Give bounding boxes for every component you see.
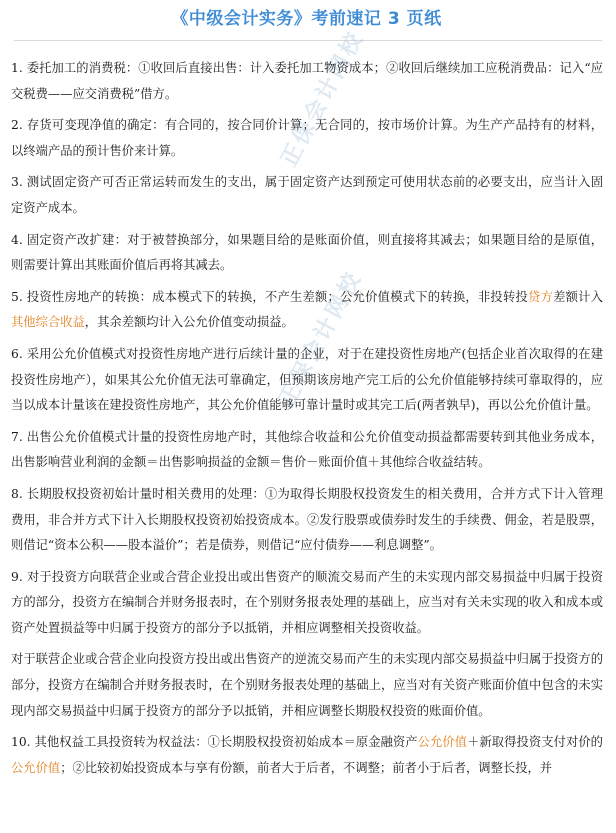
paragraph-6 [11, 342, 603, 419]
paragraph-7 [11, 425, 603, 476]
paragraph-text: 6. 采用公允价值模式对投资性房地产进行后续计量的企业，对于在建投资性房地产(包括企业首次取得的在建投资性房地产），如果其公允价值无法可靠确定，但预期该房地产完工后的公允价值能够持续可靠取得的，应当以成本计量该在建投资性房地产，其公允价值能够可靠计量时或其完工后(两者孰早)，再以公允价值计量。 [11, 346, 603, 413]
paragraph-text: 7. 出售公允价值模式计量的投资性房地产时，其他综合收益和公允价值变动损益都需要转到其他业务成本，出售影响营业利润的金额＝出售影响损益的金额＝售价－账面价值＋其他综合收益结转。 [11, 429, 603, 470]
page-title: 《中级会计实务》考前速记 3 页纸 [171, 9, 442, 29]
paragraph-text: 对于联营企业或合营企业向投资方投出或出售资产的逆流交易而产生的未实现内部交易损益中归属于投资方的部分，投资方在编制合并财务报表时，在个别财务报表处理的基础上，应当对有关资产账面价值中包含的未实现内部交易损益中归属于投资方的部分予以抵销，并相应调整长期股权投资的账面价值。 [11, 652, 603, 718]
paragraph-5 [11, 285, 603, 336]
highlighted-term: 公允价值 [417, 735, 468, 750]
paragraph-3 [11, 170, 603, 221]
paragraph-text: 9. 对于投资方向联营企业或合营企业投出或出售资产的顺流交易而产生的未实现内部交易损益中归属于投资方的部分，投资方在编制合并财务报表时，在个别财务报表处理的基础上，应当对有关未实现的收入和成本或资产处置损益等中归属于投资方的部分予以抵销，并相应调整相关投资收益。 [11, 569, 603, 635]
paragraph-text: ＋新取得投资支付对价的 [467, 735, 603, 750]
paragraph-1 [11, 56, 603, 107]
paragraph-text: 5. 投资性房地产的转换：成本模式下的转换，不产生差额；公允价值模式下的转换，非投转投 [11, 289, 529, 304]
paragraph-text: 3. 测试固定资产可否正常运转而发生的支出，属于固定资产达到预定可使用状态前的必要支出，应当计入固定资产成本。 [11, 175, 603, 215]
document-body [11, 56, 603, 787]
watermark-middle: 正保会计网校 [274, 266, 368, 411]
highlighted-term: 其他综合收益 [11, 315, 85, 330]
watermark-top: 正保会计网校 [276, 26, 370, 171]
title-divider [14, 40, 602, 41]
paragraph-text: 4. 固定资产改扩建：对于被替换部分，如果题目给的是账面价值，则直接将其减去；如果题目给的是原值，则需要计算出其账面价值后再将其减去。 [11, 232, 603, 273]
paragraph-9 [11, 565, 603, 642]
paragraph-text: ，其余差额均计入公允价值变动损益。 [84, 315, 294, 330]
paragraph-8 [11, 482, 603, 559]
paragraph-4 [11, 228, 603, 279]
paragraph-text: 差额计入 [553, 289, 603, 304]
paragraph-9-continued [11, 647, 603, 724]
paragraph-2 [11, 113, 603, 164]
paragraph-text: 8. 长期股权投资初始计量时相关费用的处理：①为取得长期股权投资发生的相关费用，合并方式下计入管理费用，非合并方式下计入长期股权投资初始投资成本。②发行股票或债券时发生的手续费、佣金，若是股票，则借记“资本公积——股本溢价”；若是债券，则借记“应付债券——利息调整”。 [11, 486, 603, 553]
highlighted-term: 公允价值 [11, 760, 61, 775]
highlighted-term: 贷方 [528, 289, 554, 304]
paragraph-text: 2. 存货可变现净值的确定：有合同的，按合同价计算；无合同的，按市场价计算。为生产产品持有的材料，以终端产品的预计售价来计算。 [11, 118, 603, 158]
paragraph-text: ；②比较初始投资成本与享有份额，前者大于后者，不调整；前者小于后者，调整长投，并 [60, 760, 553, 775]
paragraph-text: 10. 其他权益工具投资转为权益法：①长期股权投资初始成本＝原金融资产 [11, 735, 418, 750]
paragraph-10 [11, 730, 603, 781]
paragraph-text: 1. 委托加工的消费税：①收回后直接出售：计入委托加工物资成本；②收回后继续加工应税消费品：记入“应交税费——应交消费税”借方。 [11, 61, 603, 101]
